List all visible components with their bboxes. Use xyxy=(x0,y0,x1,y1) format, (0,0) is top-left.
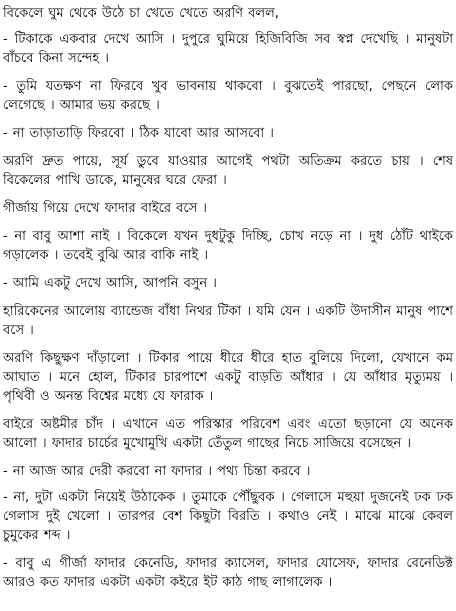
paragraph-7: - না বাবু আশা নাই । বিকেলে যখন দুধটুকু দিচ্ছি, চোখ নড়ে না । দুধ ঠোঁট থাইকে গড়ালেক । তবেই বুঝি আর বাকি নাই । xyxy=(3,229,453,263)
paragraph-4: - না তাড়াতাড়ি ফিরবো । ঠিক যাবো আর আসবো । xyxy=(3,126,274,141)
paragraph-8: - আমি একটু দেখে আসি, আপনি বসুন । xyxy=(3,276,217,291)
paragraph-12: - না আজ আর দেরী করবো না ফাদার । পথ্য চিন্তা করবে । xyxy=(3,464,311,479)
paragraph-5: অরণি দ্রুত পায়ে, সূর্য ডুবে যাওয়ার আগেই পথটা অতিক্রম করতে চায় । শেষ বিকেলের পাখি ডাকে, মানুষের ঘরে ফেরা । xyxy=(3,154,453,188)
paragraph-11: বাইরে অষ্টমীর চাঁদ । এখানে এত পরিস্কার পরিবেশ এবং এতো ছড়ানো যে অনেক আলো । ফাদার চার্চের মুখোমুখি একটা তেঁতুল গাছের নিচে সাজিয়ে বসেছেন । xyxy=(3,417,453,451)
paragraph-10: অরণি কিছুক্ষণ দাঁড়ালো । টিকার পায়ে ধীরে ধীরে হাত বুলিয়ে দিলো, যেখানে কম আঘাত । মনে হোল, টিকার চারপাশে একটু বাড়তি আঁধার । যে আঁধার মৃত্যুময় । পৃথিবী ও অনন্ত বিশ্বের মধ্যে যে ফারাক । xyxy=(3,351,453,404)
paragraph-13: - না, দুটা একটা নিয়েই উঠাকেক । তুমাকে পৌঁছুবক । গেলাসে মহুয়া দুজনেই ঢক ঢক গেলাস দুই খেলো । তারপর বেশ কিছুটা বিরতি । কথাও নেই । মাঝে মাঝে কেবল চুমুকের শব্দ । xyxy=(3,490,453,543)
paragraph-1: বিকেলে ঘুম থেকে উঠে চা খেতে খেতে অরণি বলল, xyxy=(3,6,279,21)
paragraph-9: হারিকেনের আলোয় ব্যান্ডেজ বাঁধা নিথর টিকা । যমি যেন । একটি উদাসীন মানুষ পাশে বসে । xyxy=(3,304,453,338)
paragraph-14: - বাবু এ গীর্জা ফাদার কেনেডি, ফাদার ক্যাসেল, ফাদার যোসেফ, ফাদার বেনেডিক্ট আরও কত ফাদার একটা একটা কইরে ইট কাঠ গাছ লাগালেক । xyxy=(3,556,453,590)
paragraph-6: গীর্জায় গিয়ে দেখে ফাদার বাইরে বসে । xyxy=(3,201,207,216)
paragraph-2: - টিকাকে একবার দেখে আসি । দুপুরে ঘুমিয়ে হিজিবিজি সব স্বপ্ন দেখেছি । মানুষটা বাঁচবে কিনা সন্দেহ । xyxy=(3,32,453,66)
paragraph-3: - তুমি যতক্ষণ না ফিরবে খুব ভাবনায় থাকবো । বুঝতেই পারছো, পেছনে লোক লেগেছে । আমার ভয় করছে । xyxy=(3,79,453,113)
